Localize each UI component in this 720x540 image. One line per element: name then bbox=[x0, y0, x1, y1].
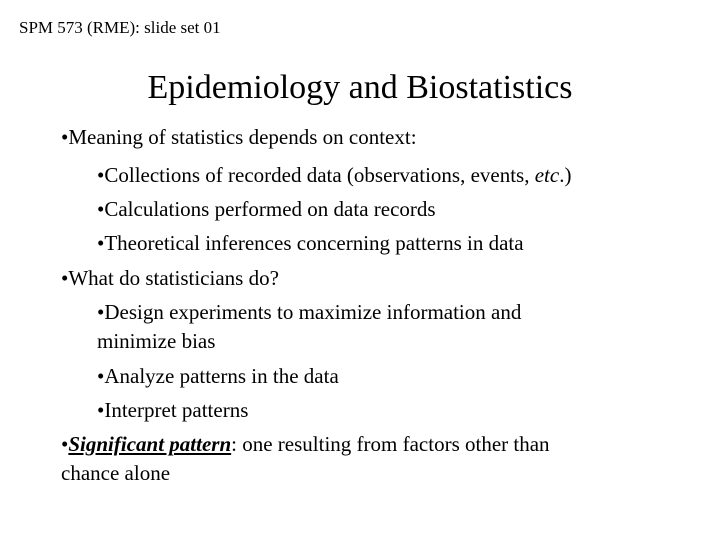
bullet-meaning-of-statistics bbox=[61, 123, 417, 151]
bullet-significant-pattern bbox=[61, 430, 550, 458]
bullet-glyph: • bbox=[97, 398, 105, 422]
course-header: SPM 573 (RME): slide set 01 bbox=[19, 18, 221, 37]
bullet-text: Theoretical inferences concerning patterns in data bbox=[104, 231, 524, 255]
bullet-glyph: • bbox=[97, 163, 105, 187]
bullet-text: What do statisticians do? bbox=[68, 266, 279, 290]
bullet-glyph: • bbox=[97, 300, 105, 324]
bullet-what-do-statisticians-do bbox=[61, 264, 279, 292]
bullet-glyph: • bbox=[61, 432, 69, 456]
definition-term: Significant pattern bbox=[68, 432, 232, 456]
bullet-text: Analyze patterns in the data bbox=[104, 364, 339, 388]
bullet-text: .) bbox=[559, 163, 572, 187]
sub-bullet-theoretical-inferences bbox=[97, 229, 524, 257]
bullet-glyph: • bbox=[97, 231, 105, 255]
sub-bullet-interpret-patterns bbox=[97, 396, 248, 424]
bullet-text: Interpret patterns bbox=[104, 398, 249, 422]
bullet-glyph: • bbox=[61, 125, 69, 149]
bullet-glyph: • bbox=[97, 197, 105, 221]
sub-bullet-analyze-patterns bbox=[97, 362, 339, 390]
bullet-glyph: • bbox=[61, 266, 69, 290]
bullet-glyph: • bbox=[97, 364, 105, 388]
bullet-text: Calculations performed on data records bbox=[104, 197, 436, 221]
sub-bullet-collections bbox=[97, 161, 571, 189]
sub-bullet-calculations bbox=[97, 195, 436, 223]
bullet-text: Design experiments to maximize information and bbox=[104, 300, 522, 324]
bullet-significant-pattern-continued: chance alone bbox=[61, 461, 171, 485]
sub-bullet-design-experiments bbox=[97, 298, 521, 326]
bullet-text: : one resulting from factors other than bbox=[231, 432, 550, 456]
bullet-text: Meaning of statistics depends on context: bbox=[68, 125, 417, 149]
slide-title: Epidemiology and Biostatistics bbox=[147, 69, 573, 106]
bullet-text-italic: etc bbox=[534, 163, 560, 187]
sub-bullet-design-experiments-continued: minimize bias bbox=[97, 329, 216, 353]
bullet-text: Collections of recorded data (observations, events, bbox=[104, 163, 535, 187]
